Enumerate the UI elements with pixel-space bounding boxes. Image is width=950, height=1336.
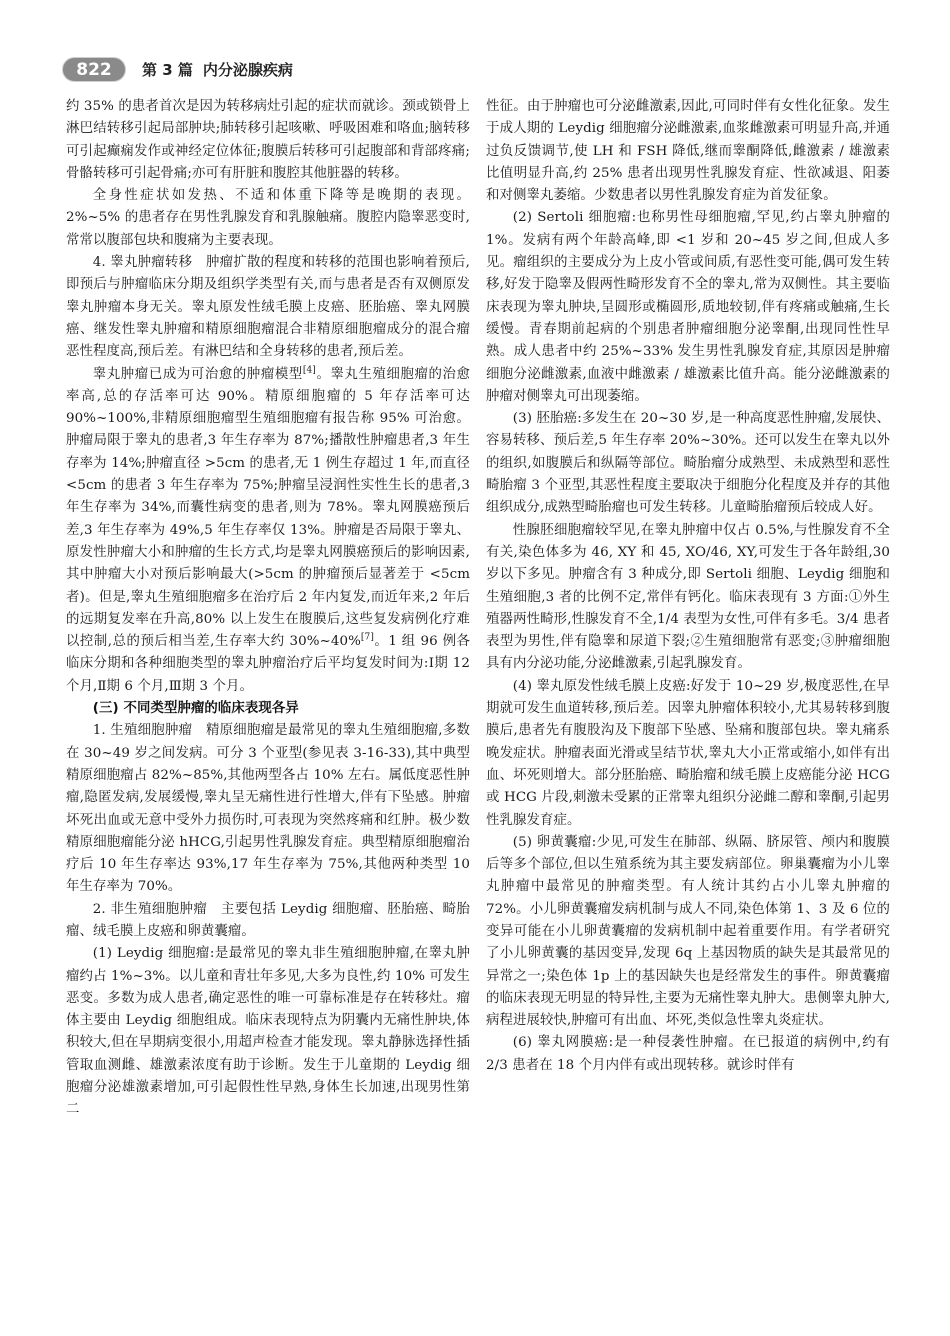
page-header [62,57,892,83]
citation: [4] [302,365,316,376]
paragraph: (1) Leydig 细胞瘤:是最常见的睾丸非生殖细胞肿瘤,在睾丸肿瘤约占 1%~3%。以儿童和青壮年多见,大多为良性,约 10% 可发生恶变。多数为成人患者,确定恶性的唯一可靠标准是存在转移灶。瘤体主要由 Leydig 细胞组成。临床表现特点为阴囊内无痛性肿块,体积较大,但在早期病变很小,用超声检查才能发现。睾丸静脉选择性插管取血测雌、雄激素浓度有助于诊断。发生于儿童期的 Leydig 细胞瘤分泌雄激素增加,可引起假性性早熟,身体生长加速,出现男性第二 [66,946,470,1118]
page-number-badge: 822 [62,57,126,82]
paragraph [66,364,470,698]
paragraph: (2) Sertoli 细胞瘤:也称男性母细胞瘤,罕见,约占睾丸肿瘤的 1%。发病有两个年龄高峰,即 <1 岁和 20~45 岁之间,但成人多见。瘤组织的主要成分为上皮小管或间质,有恶性变可能,偶可发生转移,好发于隐睾及假两性畸形发育不全的睾丸,常为双侧性。其主要临床表现为睾丸肿块,呈圆形或椭圆形,质地较韧,伴有疼痛或触痛,生长缓慢。青春期前起病的个别患者肿瘤细胞分泌睾酮,出现同性性早熟。成人患者中约 25%~33% 发生男性乳腺发育症,其原因是肿瘤细胞分泌雌激素,血液中雌激素 / 雄激素比值升高。能分泌雌激素的肿瘤对侧睾丸可出现萎缩。 [486,210,890,404]
right-column [486,96,890,1077]
paragraph: (4) 睾丸原发性绒毛膜上皮癌:好发于 10~29 岁,极度恶性,在早期就可发生血道转移,预后差。因睾丸肿瘤体积较小,尤其易转移到腹膜后,患者先有腹股沟及下腹部下坠感、坠痛和腹部包块。睾丸痛系晚发症状。肿瘤表面光滑或呈结节状,睾丸大小正常或缩小,如伴有出血、坏死则增大。部分胚胎癌、畸胎瘤和绒毛膜上皮癌能分泌 HCG 或 HCG 片段,刺激未受累的正常睾丸组织分泌雌二醇和睾酮,引起男性乳腺发育症。 [486,678,890,828]
paragraph: 性腺胚细胞瘤较罕见,在睾丸肿瘤中仅占 0.5%,与性腺发育不全有关,染色体多为 46, XY 和 45, XO/46, XY,可发生于各年龄组,30 岁以下多见。肿瘤含有 3 种成分,即 Sertoli 细胞、Leydig 细胞和生殖细胞,3 者的比例不定,常伴有钙化。临床表现有 3 方面:①外生殖器两性畸形,性腺发育不全,1/4 表型为女性,可伴有多毛。3/4 患者表型为男性,伴有隐睾和尿道下裂;②生殖细胞常有恶变;③肿瘤细胞具有内分泌功能,分泌雌激素,引起乳腺发育。 [486,522,890,672]
paragraph: 2. 非生殖细胞肿瘤 主要包括 Leydig 细胞瘤、胚胎癌、畸胎瘤、绒毛膜上皮癌和卵黄囊瘤。 [66,901,470,939]
citation: [7] [360,632,374,643]
left-column [66,96,470,1122]
part-label: 第 3 篇 [142,61,193,79]
paragraph: 1. 生殖细胞肿瘤 精原细胞瘤是最常见的睾丸生殖细胞瘤,多数在 30~49 岁之间发病。可分 3 个亚型(参见表 3-16-33),其中典型精原细胞瘤占 82%~85%,其他两型各占 10% 左右。属低度恶性肿瘤,隐匿发病,发展缓慢,睾丸呈无痛性进行性增大,伴有下坠感。肿瘤坏死出血或无意中受外力损伤时,可表现为突然疼痛和红肿。极少数精原细胞瘤能分泌 hHCG,引起男性乳腺发育症。典型精原细胞瘤治疗后 10 年生存率达 93%,17 年生存率为 75%,其他两种类型 10 年生存率为 70%。 [66,723,470,895]
paragraph-text: 。睾丸生殖细胞瘤的治愈率高,总的存活率可达 90%。精原细胞瘤的 5 年存活率可达 90%~100%,非精原细胞瘤型生殖细胞瘤有报告称 95% 可治愈。肿瘤局限于睾丸的患者,3 年生存率为 87%;播散性肿瘤患者,3 年生存率为 14%;肿瘤直径 >5cm 的患者,无 1 例生存超过 1 年,而直径 <5cm 的患者 3 年生存率为 75%;肿瘤呈浸润性实性生长的患者,3 年生存率为 34%,而囊性病变的患者,则为 78%。睾丸网膜癌预后差,3 年生存率为 49%,5 年生存率仅 13%。肿瘤是否局限于睾丸、原发性肿瘤大小和肿瘤的生长方式,均是睾丸网膜癌预后的影响因素,其中肿瘤大小对预后影响最大(>5cm 的肿瘤预后显著差于 <5cm 者)。但是,睾丸生殖细胞瘤多在治疗后 2 年内复发,而近年来,2 年后的远期复发率在升高,80% 以上发生在腹膜后,这些复发病例化疗难以控制,总的预后相当差,生存率大约 30%~40% [66,366,470,650]
paragraph: (5) 卵黄囊瘤:少见,可发生在肺部、纵隔、脐尿管、颅内和腹膜后等多个部位,但以生殖系统为其主要发病部位。卵巢囊瘤为小儿睾丸肿瘤中最常见的肿瘤类型。有人统计其约占小儿睾丸肿瘤的 72%。小儿卵黄囊瘤发病机制与成人不同,染色体第 1、3 及 6 位的变异可能在小儿卵黄囊瘤的发病机制中起着重要作用。有学者研究了小儿卵黄囊的基因变异,发现 6q 上基因物质的缺失是其最常见的异常之一;染色体 1p 上的基因缺失也是经常发生的事件。卵黄囊瘤的临床表现无明显的特异性,主要为无痛性睾丸肿大。患侧睾丸肿大,病程进展较快,肿瘤可有出血、坏死,类似急性睾丸炎症状。 [486,834,890,1029]
paragraph: 4. 睾丸肿瘤转移 肿瘤扩散的程度和转移的范围也影响着预后,即预后与肿瘤临床分期及组织学类型有关,而与患者是否有双侧原发睾丸肿瘤本身无关。睾丸原发性绒毛膜上皮癌、胚胎癌、睾丸网膜癌、继发性睾丸肿瘤和精原细胞瘤混合非精原细胞瘤成分的混合瘤恶性程度高,预后差。有淋巴结和全身转移的患者,预后差。 [66,255,470,360]
paragraph: (3) 胚胎癌:多发生在 20~30 岁,是一种高度恶性肿瘤,发展快、容易转移、预后差,5 年生存率 20%~30%。还可以发生在睾丸以外的组织,如腹膜后和纵隔等部位。畸胎瘤分成熟型、未成熟型和恶性畸胎瘤 3 个亚型,其恶性程度主要取决于细胞分化程度及并存的其他组织成分,成熟型畸胎瘤也可发生转移。儿童畸胎瘤预后较成人好。 [486,411,890,516]
paragraph: (6) 睾丸网膜癌:是一种侵袭性肿瘤。在已报道的病例中,约有 2/3 患者在 18 个月内伴有或出现转移。就诊时伴有 [486,1035,890,1073]
paragraph: 约 35% 的患者首次是因为转移病灶引起的症状而就诊。颈或锁骨上淋巴结转移引起局部肿块;肺转移引起咳嗽、呼吸困难和咯血;脑转移可引起癫痫发作或神经定位体征;腹膜后转移可引起腹部和背部疼痛;骨骼转移可引起骨痛;亦可有肝脏和腹腔其他脏器的转移。 [66,99,470,181]
paragraph-text: 睾丸肿瘤已成为可治愈的肿瘤模型 [92,366,303,382]
paragraph: 性征。由于肿瘤也可分泌雌激素,因此,可同时伴有女性化征象。发生于成人期的 Leydig 细胞瘤分泌雌激素,血浆雌激素可明显升高,并通过负反馈调节,使 LH 和 FSH 降低,继而睾酮降低,雌激素 / 雄激素比值明显升高,约 25% 患者出现男性乳腺发育症、性欲减退、阳萎和对侧睾丸萎缩。少数患者以男性乳腺发育症为首发征象。 [486,99,890,204]
paragraph-text: 。1 组 96 例各临床分期和各种细胞类型的睾丸肿瘤治疗后平均复发时间为:Ⅰ期 12 个月,Ⅱ期 6 个月,Ⅲ期 3 个月。 [66,634,471,694]
section-heading: (三) 不同类型肿瘤的临床表现各异 [92,701,299,717]
part-title: 内分泌腺疾病 [202,61,293,79]
chapter-title [142,59,293,81]
paragraph: 全身性症状如发热、不适和体重下降等是晚期的表现。2%~5% 的患者存在男性乳腺发育和乳腺触痛。腹腔内隐睾恶变时,常常以腹部包块和腹痛为主要表现。 [66,188,470,248]
